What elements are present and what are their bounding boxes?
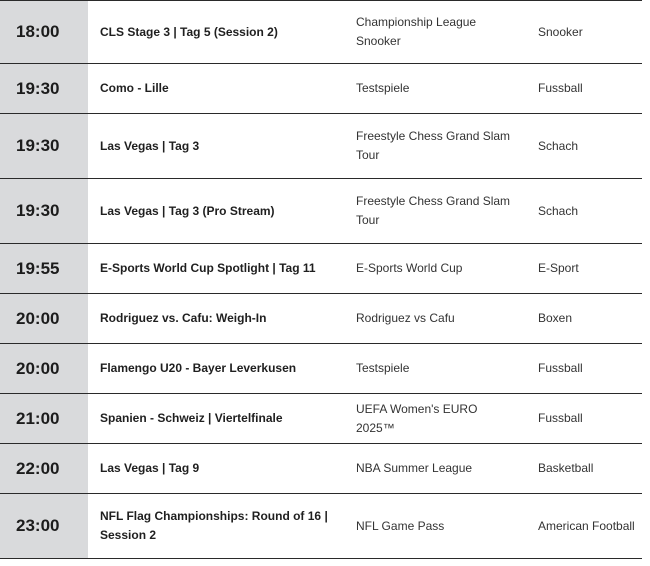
schedule-row[interactable] [0,244,642,294]
row-event-title: E-Sports World Cup Spotlight | Tag 11 [100,261,316,275]
row-time: 20:00 [0,344,88,393]
row-competition: UEFA Women's EURO 2025™ [356,401,478,435]
row-competition: Rodriguez vs Cafu [356,311,455,325]
row-event-title: Flamengo U20 - Bayer Leverkusen [100,361,297,375]
row-sport: Fussball [538,411,583,425]
schedule-row[interactable] [0,344,642,394]
row-time: 20:00 [0,294,88,343]
row-competition: Championship League Snooker [356,15,477,48]
schedule-row[interactable] [0,114,642,179]
row-event-title: CLS Stage 3 | Tag 5 (Session 2) [100,24,278,39]
row-time: 21:00 [0,394,88,443]
row-time: 18:00 [0,1,88,63]
row-competition: Freestyle Chess Grand Slam Tour [356,194,511,227]
row-time: 19:30 [0,64,88,113]
row-event-title: Las Vegas | Tag 3 [100,138,200,153]
row-competition: Freestyle Chess Grand Slam Tour [356,129,511,162]
schedule-row[interactable] [0,1,642,64]
row-event-title: Rodriguez vs. Cafu: Weigh-In [100,311,267,325]
row-competition: NFL Game Pass [356,518,445,533]
row-competition: Testspiele [356,361,410,375]
schedule-row[interactable] [0,444,642,494]
schedule-row[interactable] [0,64,642,114]
row-sport: Fussball [538,81,583,95]
row-sport: Schach [538,203,579,218]
row-event-title: Spanien - Schweiz | Viertelfinale [100,411,283,425]
row-event-title: NFL Flag Championships: Round of 16 | Session 2 [100,509,328,542]
row-sport: American Football [538,518,635,533]
row-time: 22:00 [0,444,88,493]
row-time: 19:30 [0,114,88,178]
schedule-row[interactable] [0,179,642,244]
row-sport: Snooker [538,24,583,39]
schedule-row[interactable] [0,494,642,559]
row-competition: Testspiele [356,81,410,95]
row-time: 23:00 [0,494,88,558]
row-sport: Schach [538,138,579,153]
row-sport: Boxen [538,311,573,325]
row-competition: NBA Summer League [356,461,473,475]
row-time: 19:55 [0,244,88,293]
row-sport: Basketball [538,461,594,475]
row-event-title: Las Vegas | Tag 9 [100,461,200,475]
row-sport: E-Sport [538,261,579,275]
row-sport: Fussball [538,361,583,375]
schedule-row[interactable] [0,294,642,344]
row-time: 19:30 [0,179,88,243]
schedule-row[interactable] [0,394,642,444]
row-event-title: Las Vegas | Tag 3 (Pro Stream) [100,203,275,218]
row-competition: E-Sports World Cup [356,261,463,275]
row-event-title: Como - Lille [100,81,169,95]
